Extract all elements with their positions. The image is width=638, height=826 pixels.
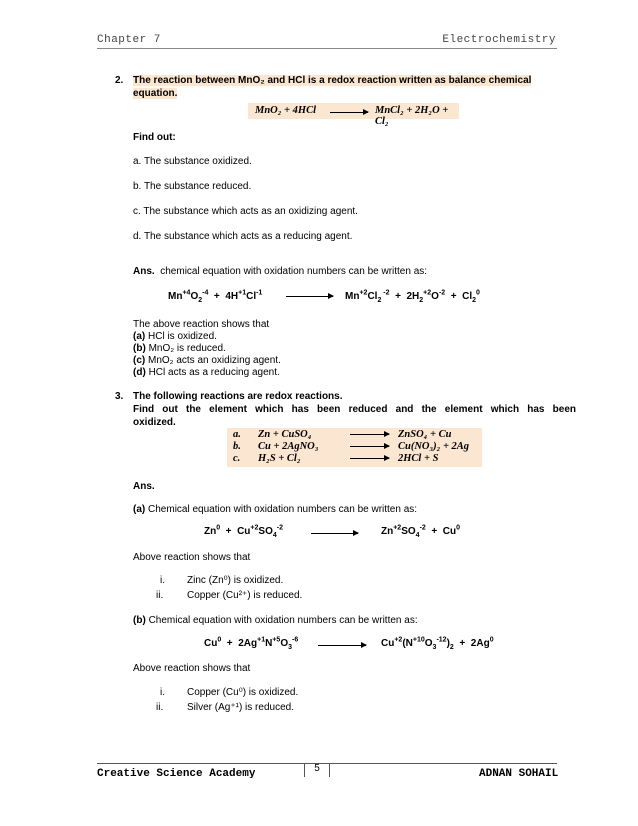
q3-rx-a-rhs: ZnSO₄ + Cu xyxy=(398,429,452,440)
q2-item-b: b. The substance reduced. xyxy=(133,181,252,192)
q3a-ox-rhs: $Zn^{+2}SO_4^{-2} + Cu^0$ xyxy=(381,524,460,539)
q3-statement xyxy=(133,390,576,429)
q3-line1: The following reactions are redox reactions. xyxy=(133,391,343,402)
q2-result-a: (a) HCl is oxidized. xyxy=(133,331,217,342)
q2-eq-arrow xyxy=(330,112,368,113)
q3b-ox-arrow xyxy=(318,645,366,646)
q2-number: 2. xyxy=(115,75,124,86)
page-number: 5 xyxy=(304,763,330,777)
q2-eq-rhs: MnCl₂ + 2H₂O + Cl₂ xyxy=(375,105,449,127)
q3b-ox-lhs: $Cu^0 + 2Ag^{+1}N^{+5}O_3^{-6}$ xyxy=(204,636,299,651)
q3b-ox-rhs: $Cu^{+2}(N^{+10}O_3^{-12})_2 + 2Ag^0$ xyxy=(381,636,494,651)
q2-result-d: (d) HCl acts as a reducing agent. xyxy=(133,367,280,378)
q2-line1: The reaction between MnO₂ and HCl is a redox reaction written as balance chemical xyxy=(133,75,532,86)
q2-item-d: d. The substance which acts as a reducing agent. xyxy=(133,231,353,242)
footer-academy: Creative Science Academy xyxy=(97,768,256,778)
q3a-result-i: i. xyxy=(160,575,165,586)
q2-equation-image xyxy=(248,103,459,127)
q3-part-b-intro: (b) Chemical equation with oxidation numbers can be written as: xyxy=(133,615,418,626)
q3b-result-ii: ii. xyxy=(156,702,164,713)
q3-rx-c: c. H₂S + Cl₂ xyxy=(233,453,301,464)
q2-ox-lhs: $Mn^{+4}O_2^{-4} + 4H^{+1}Cl^{-1}$ xyxy=(168,289,263,304)
q2-ox-rhs: $Mn^{+2}Cl_2$ $^{-2} + 2H_2^{+2}O^{-2} + Cl_2^0$ xyxy=(345,289,480,304)
q3-part-a-intro: (a) Chemical equation with oxidation numbers can be written as: xyxy=(133,504,418,515)
q3-rx-a-arrow xyxy=(350,434,389,435)
q3-ans-label: Ans. xyxy=(133,481,155,492)
q3-line2: Find out the element which has been reduced and the element which has been xyxy=(133,404,576,415)
q2-ans-text: chemical equation with oxidation numbers can be written as: xyxy=(160,266,428,277)
q2-eq-lhs: MnO₂ + 4HCl xyxy=(255,105,316,116)
q2-ans-label: Ans. xyxy=(133,266,155,277)
q3-number: 3. xyxy=(115,391,124,402)
q3b-result-ii-text: Silver (Ag⁺¹) is reduced. xyxy=(187,702,294,713)
header-subject: Electrochemistry xyxy=(442,34,556,46)
q2-item-a: a. The substance oxidized. xyxy=(133,156,252,167)
header-rule xyxy=(97,48,557,49)
q3b-result-i: i. xyxy=(160,687,165,698)
q3a-shows: Above reaction shows that xyxy=(133,552,251,563)
q2-item-c: c. The substance which acts as an oxidizing agent. xyxy=(133,206,358,217)
q3a-result-ii-text: Copper (Cu²⁺) is reduced. xyxy=(187,590,303,601)
q3-line3: oxidized. xyxy=(133,417,176,428)
q2-shows: The above reaction shows that xyxy=(133,319,270,330)
q3-rx-b-rhs: Cu(NO₃)₂ + 2Ag xyxy=(398,441,470,452)
q3-rx-a: a. Zn + CuSO₄ xyxy=(233,429,312,440)
q2-line2: equation. xyxy=(133,88,178,99)
q2-ox-arrow xyxy=(286,296,333,297)
q3b-shows: Above reaction shows that xyxy=(133,663,251,674)
footer-author: ADNAN SOHAIL xyxy=(479,768,559,778)
q3a-ox-lhs: $Zn^0 + Cu^{+2}SO_4^{-2}$ xyxy=(204,524,283,539)
q3-reactions-image xyxy=(227,428,482,467)
q2-result-b: (b) MnO₂ is reduced. xyxy=(133,343,226,354)
q3-rx-c-rhs: 2HCl + S xyxy=(398,453,439,464)
q2-result-c: (c) MnO₂ acts an oxidizing agent. xyxy=(133,355,281,366)
q3a-result-ii: ii. xyxy=(156,590,164,601)
q3a-result-i-text: Zinc (Zn⁰) is oxidized. xyxy=(187,575,284,586)
q2-statement xyxy=(133,74,576,100)
q2-answer xyxy=(133,265,427,278)
header-chapter: Chapter 7 xyxy=(97,34,161,46)
q3a-ox-arrow xyxy=(311,533,358,534)
q3-rx-c-arrow xyxy=(350,458,389,459)
q3b-result-i-text: Copper (Cu⁰) is oxidized. xyxy=(187,687,299,698)
q3-rx-b: b. Cu + 2AgNO₃ xyxy=(233,441,319,452)
q2-find-out: Find out: xyxy=(133,132,176,143)
q3-rx-b-arrow xyxy=(350,446,389,447)
